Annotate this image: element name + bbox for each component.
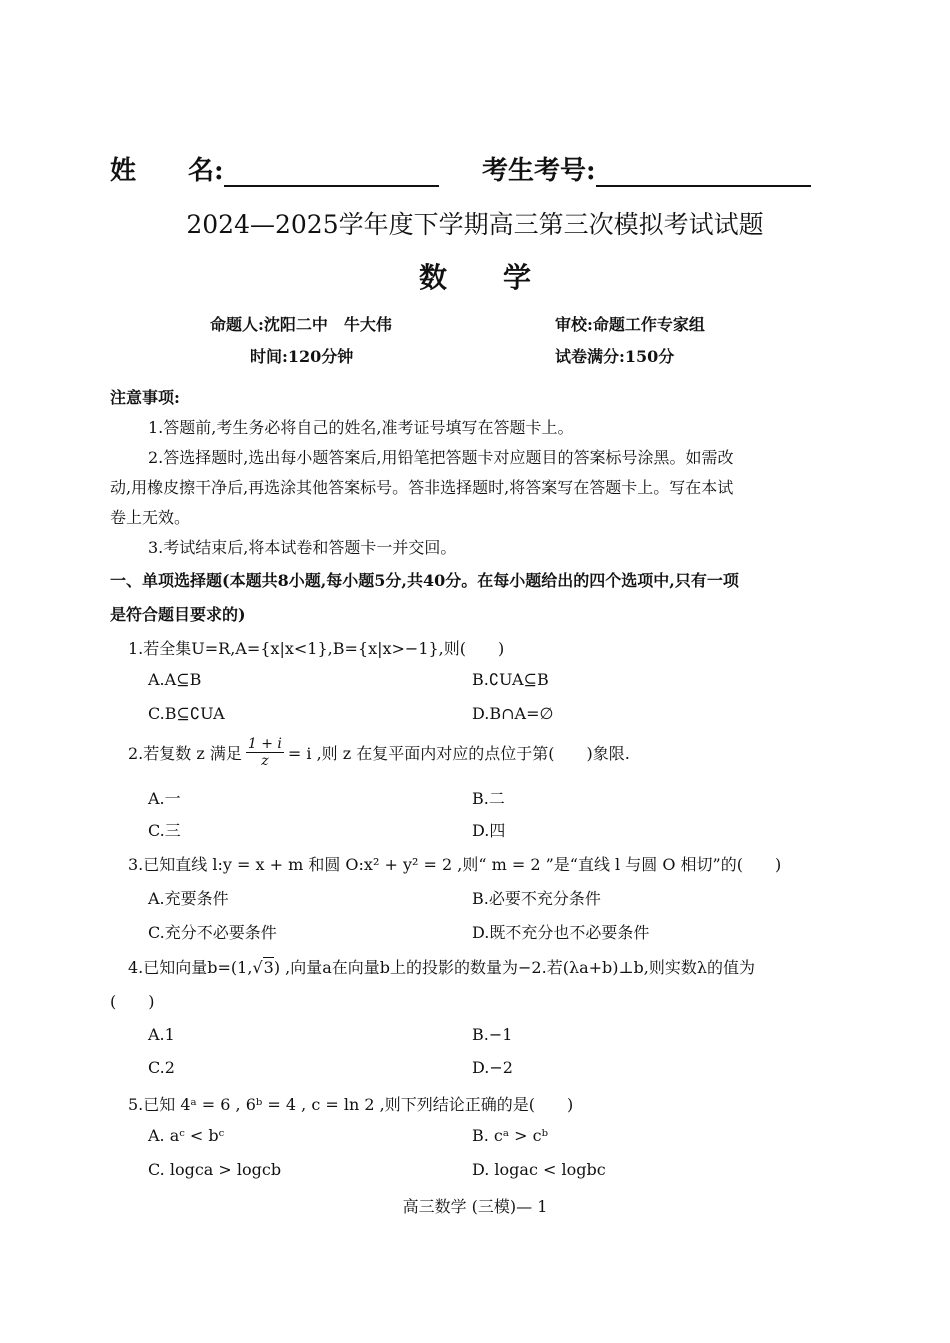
time: 时间:120分钟 — [250, 347, 354, 366]
q2-option-d: D.四 — [472, 821, 506, 840]
id-label: 考生考号: — [482, 156, 596, 186]
id-blank — [596, 159, 811, 187]
q3-option-a: A.充要条件 — [148, 889, 229, 908]
section-heading-line2: 是符合题目要求的) — [110, 605, 246, 624]
note-item: 3.考试结束后,将本试卷和答题卡一并交回。 — [148, 538, 457, 557]
question-4-stem — [128, 955, 755, 978]
question-5-stem: 5.已知 4ᵃ = 6 , 6ᵇ = 4 , c = ln 2 ,则下列结论正确的是( ) — [128, 1095, 574, 1114]
q4-stem-line2: ( ) — [110, 992, 155, 1011]
name-field — [110, 150, 439, 187]
q3-option-b: B.必要不充分条件 — [472, 889, 601, 908]
name-blank — [224, 159, 439, 187]
name-label: 姓 名: — [110, 156, 224, 186]
q4-option-c: C.2 — [148, 1058, 175, 1077]
author: 命题人:沈阳二中 牛大伟 — [210, 315, 392, 334]
question-3-stem: 3.已知直线 l:y = x + m 和圆 O:x² + y² = 2 ,则“ m = 2 ”是“直线 l 与圆 O 相切”的( ) — [128, 855, 782, 874]
note-item: 2.答选择题时,选出每小题答案后,用铅笔把答题卡对应题目的答案标号涂黑。如需改 — [148, 448, 734, 467]
q4-sqrt-arg: 3 — [263, 958, 274, 977]
q3-option-d: D.既不充分也不必要条件 — [472, 923, 650, 942]
q3-option-c: C.充分不必要条件 — [148, 923, 277, 942]
q5-option-a: A. aᶜ < bᶜ — [148, 1126, 225, 1145]
subject-title: 数 学 — [418, 261, 531, 294]
q4-stem-pre: 4.已知向量b=(1, — [128, 958, 253, 977]
notes-heading: 注意事项: — [110, 388, 180, 407]
q4-option-d: D.−2 — [472, 1058, 513, 1077]
q5-option-d: D. logac < logbc — [472, 1160, 606, 1179]
score: 试卷满分:150分 — [555, 347, 675, 366]
note-item: 动,用橡皮擦干净后,再选涂其他答案标号。答非选择题时,将答案写在答题卡上。写在本试 — [110, 478, 734, 497]
notes — [110, 383, 733, 563]
exam-title: 2024—2025学年度下学期高三第三次模拟考试试题 — [186, 210, 764, 239]
sqrt-icon: √ — [252, 958, 263, 977]
reviewer: 审校:命题工作专家组 — [555, 315, 705, 334]
q4-option-b: B.−1 — [472, 1025, 513, 1044]
q1-option-a: A.A⊆B — [148, 670, 202, 689]
q2-option-a: A.一 — [148, 789, 181, 808]
q2-fraction — [246, 736, 284, 769]
section-heading-line1: 一、单项选择题(本题共8小题,每小题5分,共40分。在每小题给出的四个选项中,只有一项 — [110, 571, 739, 590]
id-field — [482, 150, 811, 187]
q5-option-c: C. logcа > logcb — [148, 1160, 282, 1179]
q4-option-a: A.1 — [148, 1025, 175, 1044]
page-footer: 高三数学 (三模)— 1 — [402, 1197, 548, 1216]
note-item: 卷上无效。 — [110, 508, 191, 527]
question-1-stem: 1.若全集U=R,A={x|x<1},B={x|x>−1},则( ) — [128, 639, 505, 658]
q2-frac-den: z — [261, 753, 269, 769]
q2-option-b: B.二 — [472, 789, 505, 808]
q2-option-c: C.三 — [148, 821, 181, 840]
q1-option-c: C.B⊆∁UA — [148, 704, 225, 723]
q2-stem-pre: 2.若复数 z 满足 — [128, 744, 242, 763]
question-2-stem — [128, 736, 630, 769]
q4-stem-post: ) ,向量a在向量b上的投影的数量为−2.若(λa+b)⊥b,则实数λ的值为 — [273, 958, 756, 977]
q2-stem-post: = i ,则 z 在复平面内对应的点位于第( )象限. — [287, 744, 630, 763]
q5-option-b: B. cᵃ > cᵇ — [472, 1126, 548, 1145]
q2-frac-num: 1 + i — [247, 736, 282, 752]
q1-option-b: B.∁UA⊆B — [472, 670, 549, 689]
note-item: 1.答题前,考生务必将自己的姓名,准考证号填写在答题卡上。 — [148, 418, 574, 437]
q1-option-d: D.B∩A=∅ — [472, 704, 554, 723]
